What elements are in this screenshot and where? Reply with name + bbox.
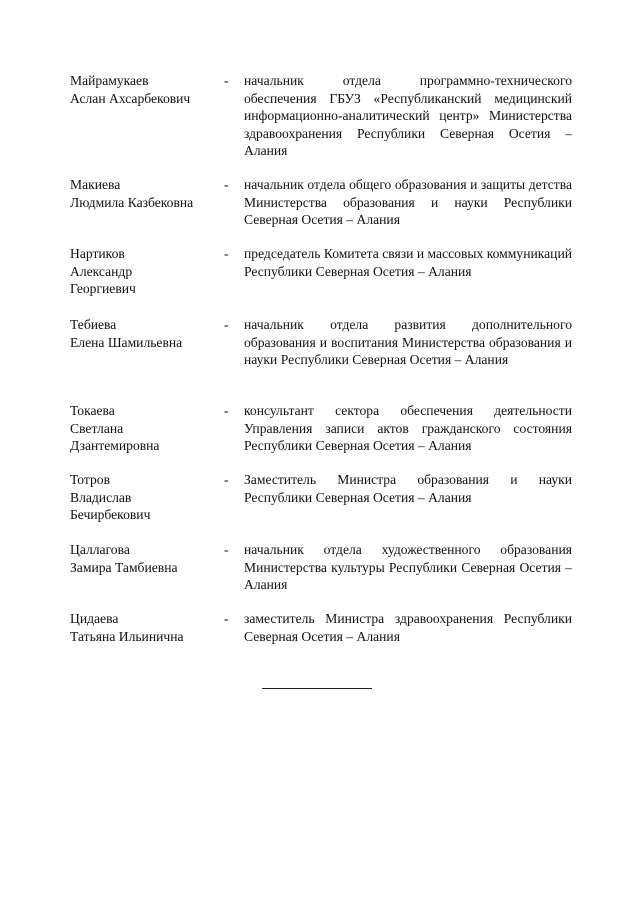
name-line: Дзантемировна — [70, 438, 160, 453]
position-description: заместитель Министра здравоохранения Республики Северная Осетия – Алания — [244, 611, 572, 644]
person-name — [70, 176, 220, 211]
person-name — [70, 402, 220, 455]
separator-dash: - — [224, 177, 229, 192]
name-line: Бечирбекович — [70, 507, 151, 522]
name-line: Макиева — [70, 177, 121, 192]
name-line: Елена Шамильевна — [70, 334, 183, 350]
name-line: Цидаева — [70, 611, 119, 626]
separator-dash: - — [224, 317, 229, 332]
position-description: начальник отдела развития дополнительного образования и воспитания Министерства образования и науки Республики Северная Осетия – Алания — [244, 317, 572, 367]
end-divider — [262, 688, 372, 689]
separator-dash: - — [224, 611, 229, 626]
position-description: начальник отдела художественного образования Министерства культуры Республики Северная Осетия – Алания — [244, 542, 572, 592]
name-line: Цаллагова — [70, 542, 130, 557]
name-line: Тотров — [70, 472, 111, 487]
person-name — [70, 541, 220, 576]
name-line: Нартиков — [70, 246, 125, 261]
person-name — [70, 316, 220, 351]
position-description: председатель Комитета связи и массовых коммуникаций Республики Северная Осетия – Алания — [244, 246, 572, 279]
name-line: Светлана — [70, 420, 124, 436]
separator-dash: - — [224, 403, 229, 418]
position-description: начальник отдела программно-технического обеспечения ГБУЗ «Республиканский медицинский информационно-аналитический центр» Министерства здравоохранения Республики Северная Осетия – Алания — [244, 73, 572, 158]
name-line: Георгиевич — [70, 281, 136, 296]
separator-dash: - — [224, 246, 229, 261]
name-line: Людмила Казбековна — [70, 194, 194, 210]
name-line: Татьяна Ильинична — [70, 628, 184, 644]
position-description: консультант сектора обеспечения деятельности Управления записи актов гражданского состояния Республики Северная Осетия – Алания — [244, 403, 572, 453]
name-line: Александр — [70, 263, 133, 279]
person-name — [70, 471, 220, 524]
person-name — [70, 610, 220, 645]
name-line: Замира Тамбиевна — [70, 559, 178, 575]
name-line: Аслан Ахсарбекович — [70, 90, 191, 106]
person-name — [70, 245, 220, 298]
name-line: Тебиева — [70, 317, 117, 332]
separator-dash: - — [224, 73, 229, 88]
name-line: Владислав — [70, 489, 132, 505]
person-name — [70, 72, 220, 107]
position-description: начальник отдела общего образования и защиты детства Министерства образования и науки Республики Северная Осетия – Алания — [244, 177, 572, 227]
name-line: Токаева — [70, 403, 115, 418]
position-description: Заместитель Министра образования и науки Республики Северная Осетия – Алания — [244, 472, 572, 505]
name-line: Майрамукаев — [70, 73, 149, 88]
separator-dash: - — [224, 542, 229, 557]
separator-dash: - — [224, 472, 229, 487]
